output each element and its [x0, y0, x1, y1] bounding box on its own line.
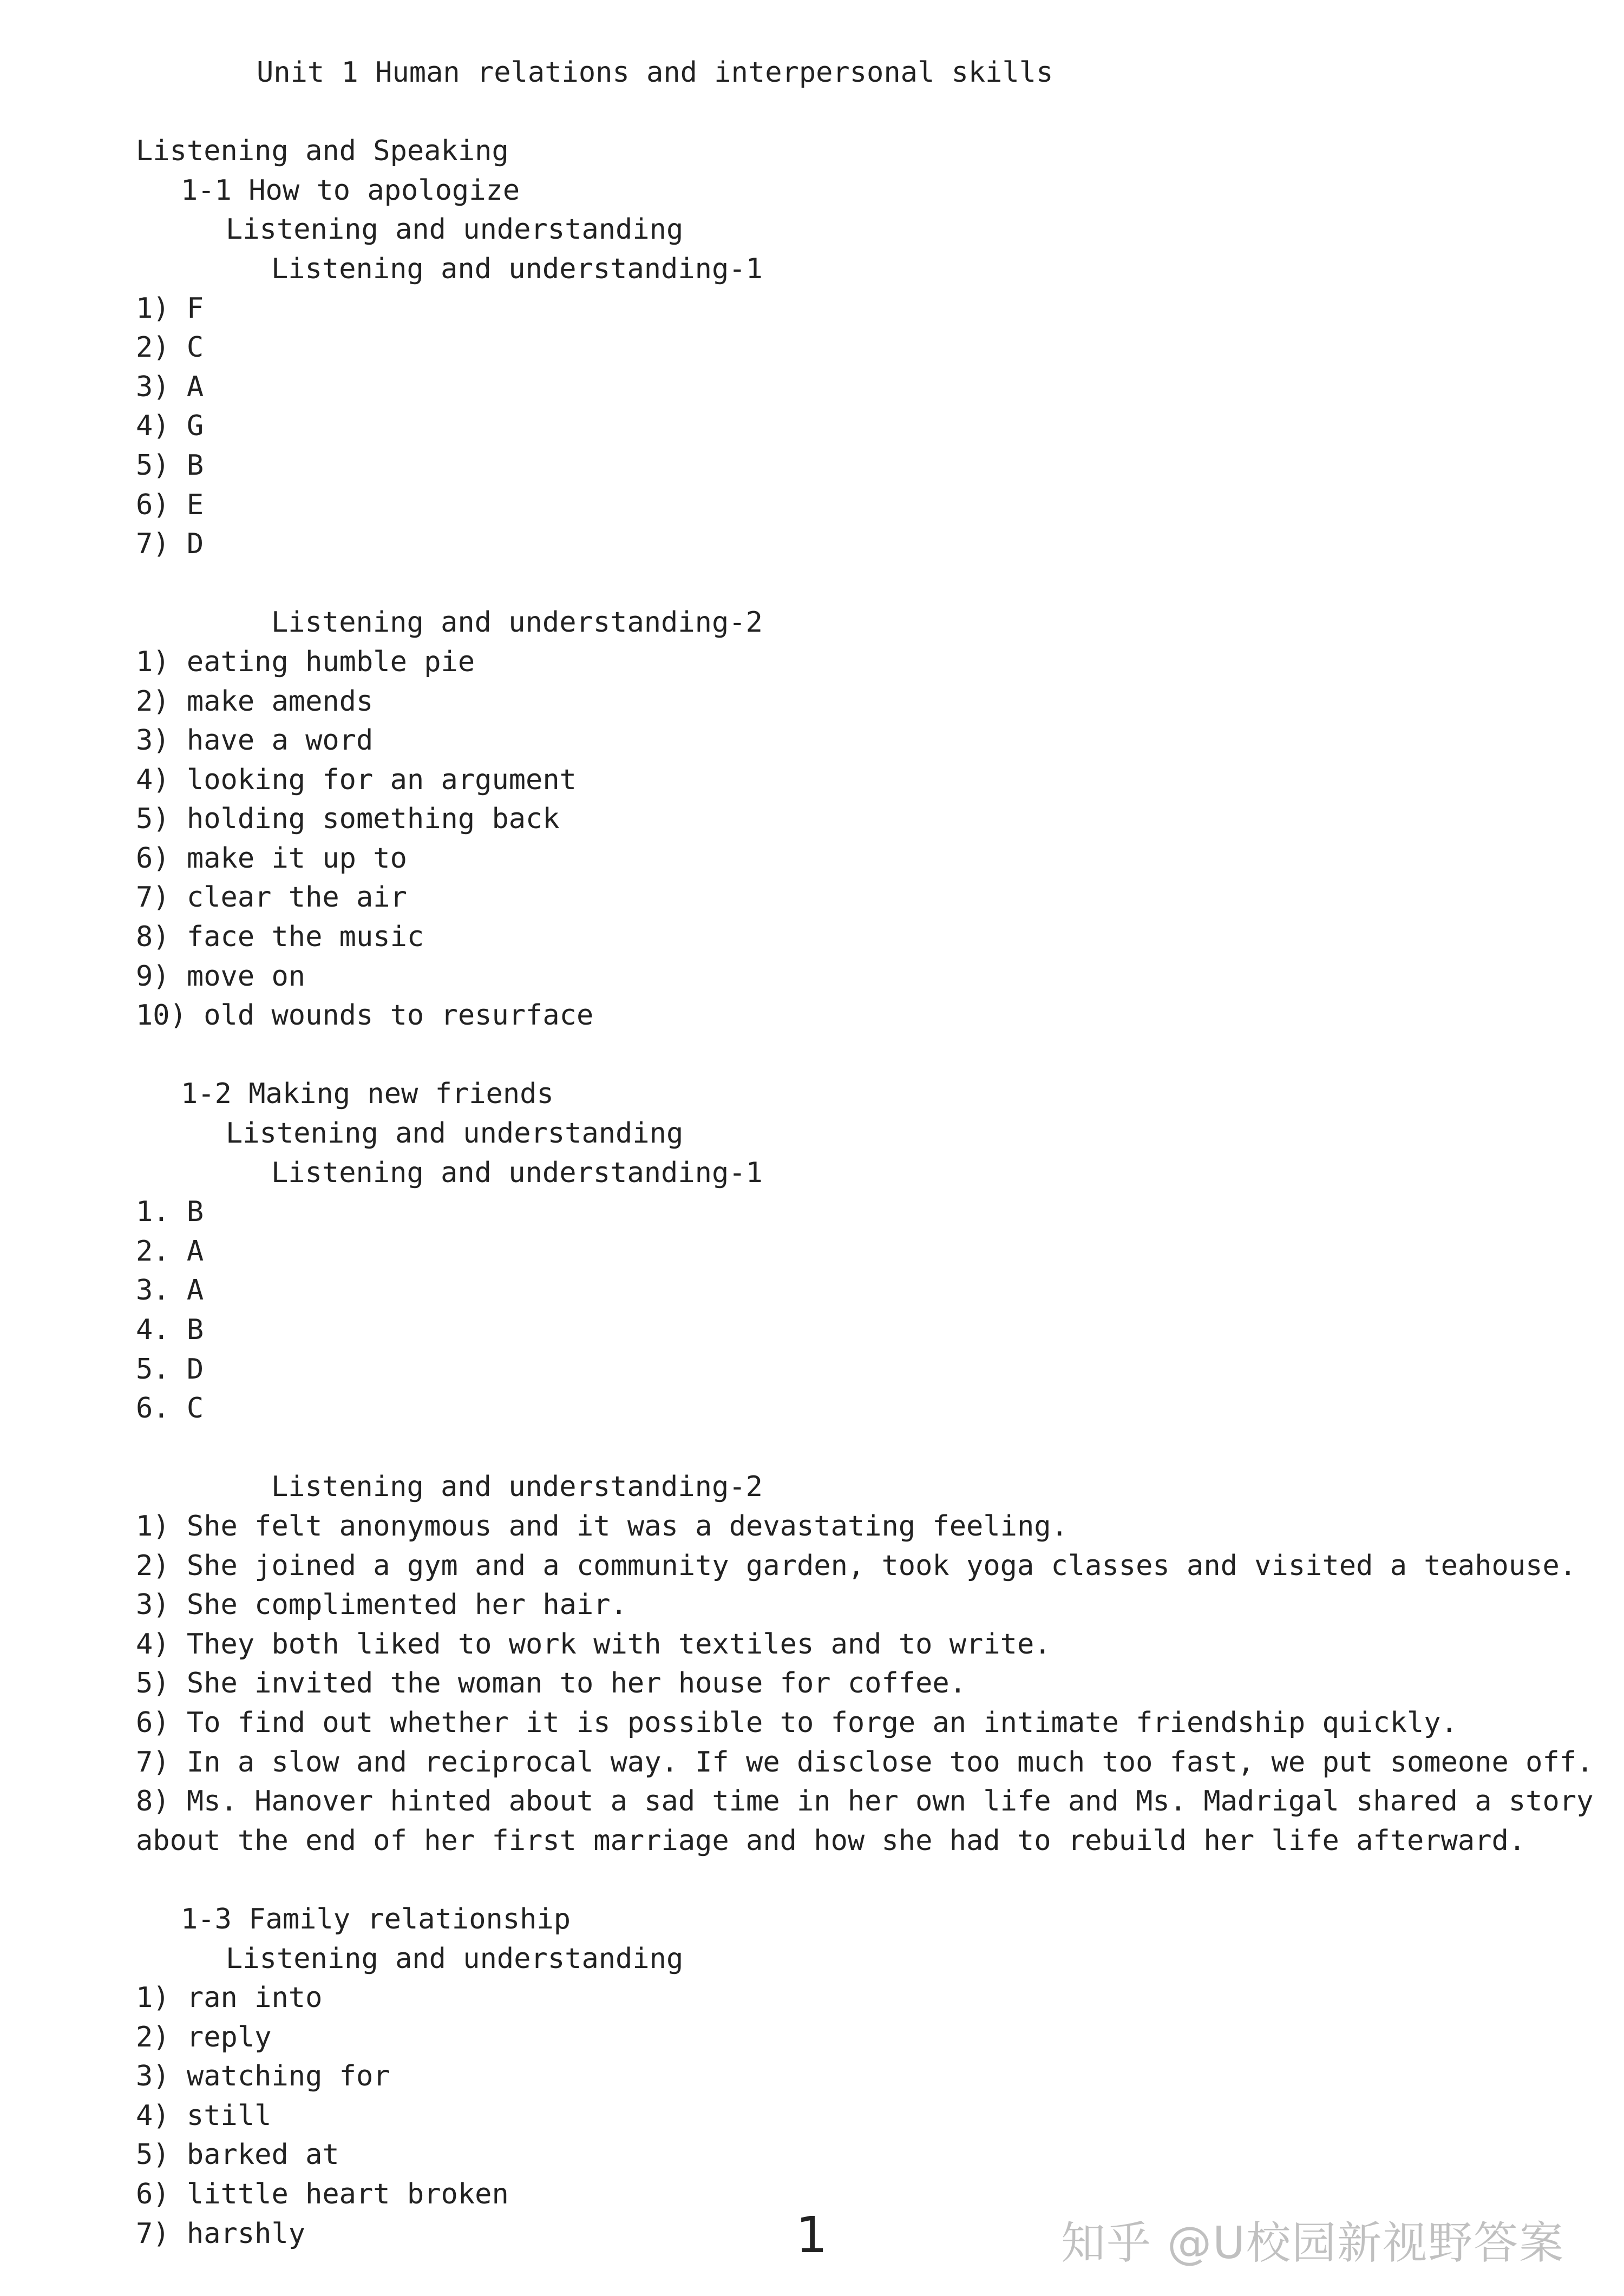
unit-title: Unit 1 Human relations and interpersonal skills — [257, 56, 1053, 89]
answer-item-continuation: about the end of her first marriage and how she had to rebuild her life afterward. — [136, 1824, 1526, 1857]
answer-item: 4. B — [136, 1314, 204, 1346]
answer-item: 5) B — [136, 449, 204, 482]
answer-item: 6) little heart broken — [136, 2178, 509, 2211]
part-heading: Listening and understanding-2 — [271, 1471, 763, 1504]
part-heading: Listening and understanding-1 — [271, 252, 763, 285]
blank-line — [136, 1035, 1522, 1075]
answer-item: 3) She complimented her hair. — [136, 1589, 627, 1622]
lesson-subheading: Listening and understanding — [226, 213, 684, 246]
answer-item: 5. D — [136, 1353, 204, 1386]
answer-item: 2) C — [136, 331, 204, 364]
answer-item: 10) old wounds to resurface — [136, 999, 594, 1032]
page-number: 1 — [796, 2206, 828, 2264]
answer-item: 1. B — [136, 1196, 204, 1229]
answer-item: 2) She joined a gym and a community garden, took yoga classes and visited a teahouse. — [136, 1549, 1577, 1582]
answer-item: 6) E — [136, 488, 204, 521]
watermark: 知乎 @U校园新视野答案 — [1061, 2218, 1565, 2269]
answer-item: 7) D — [136, 528, 204, 561]
blank-line — [136, 1428, 1522, 1468]
answer-item: 9) move on — [136, 960, 306, 993]
section-heading: Listening and Speaking — [136, 135, 509, 168]
blank-line — [136, 564, 1522, 603]
answer-item: 2. A — [136, 1235, 204, 1268]
answer-item: 7) In a slow and reciprocal way. If we disclose too much too fast, we put someone off. — [136, 1746, 1594, 1779]
answer-item: 3) watching for — [136, 2060, 390, 2093]
answer-item: 4) They both liked to work with textiles and to write. — [136, 1628, 1051, 1661]
answer-item: 7) harshly — [136, 2217, 306, 2250]
answer-item: 1) ran into — [136, 1982, 323, 2015]
lesson-subheading: Listening and understanding — [226, 1117, 684, 1150]
answer-item: 7) clear the air — [136, 881, 407, 914]
answer-item: 5) holding something back — [136, 803, 560, 836]
answer-item: 3) have a word — [136, 724, 374, 757]
lesson-heading: 1-1 How to apologize — [181, 174, 520, 207]
answer-item: 4) looking for an argument — [136, 763, 577, 796]
answer-item: 8) face the music — [136, 921, 424, 954]
answer-item: 4) still — [136, 2099, 272, 2132]
answer-item: 1) F — [136, 292, 204, 325]
part-heading: Listening and understanding-1 — [271, 1156, 763, 1189]
answer-item: 5) She invited the woman to her house for coffee. — [136, 1667, 967, 1700]
blank-line — [136, 93, 1522, 132]
answer-item: 2) make amends — [136, 685, 374, 718]
answer-item: 4) G — [136, 410, 204, 443]
answer-item: 3) A — [136, 370, 204, 403]
lesson-heading: 1-2 Making new friends — [181, 1078, 554, 1111]
blank-line — [136, 1860, 1522, 1900]
document-body — [136, 53, 1594, 2253]
answer-item: 6) make it up to — [136, 842, 407, 875]
answer-item: 3. A — [136, 1274, 204, 1307]
answer-item: 2) reply — [136, 2021, 272, 2054]
answer-item: 8) Ms. Hanover hinted about a sad time in her own life and Ms. Madrigal shared a story — [136, 1785, 1594, 1818]
answer-item: 5) barked at — [136, 2138, 339, 2172]
answer-item: 1) She felt anonymous and it was a devastating feeling. — [136, 1510, 1068, 1543]
answer-item: 6) To find out whether it is possible to forge an intimate friendship quickly. — [136, 1706, 1458, 1739]
part-heading: Listening and understanding-2 — [271, 606, 763, 639]
answer-item: 6. C — [136, 1392, 204, 1425]
lesson-heading: 1-3 Family relationship — [181, 1903, 571, 1936]
answer-item: 1) eating humble pie — [136, 645, 475, 678]
lesson-subheading: Listening and understanding — [226, 1942, 684, 1975]
